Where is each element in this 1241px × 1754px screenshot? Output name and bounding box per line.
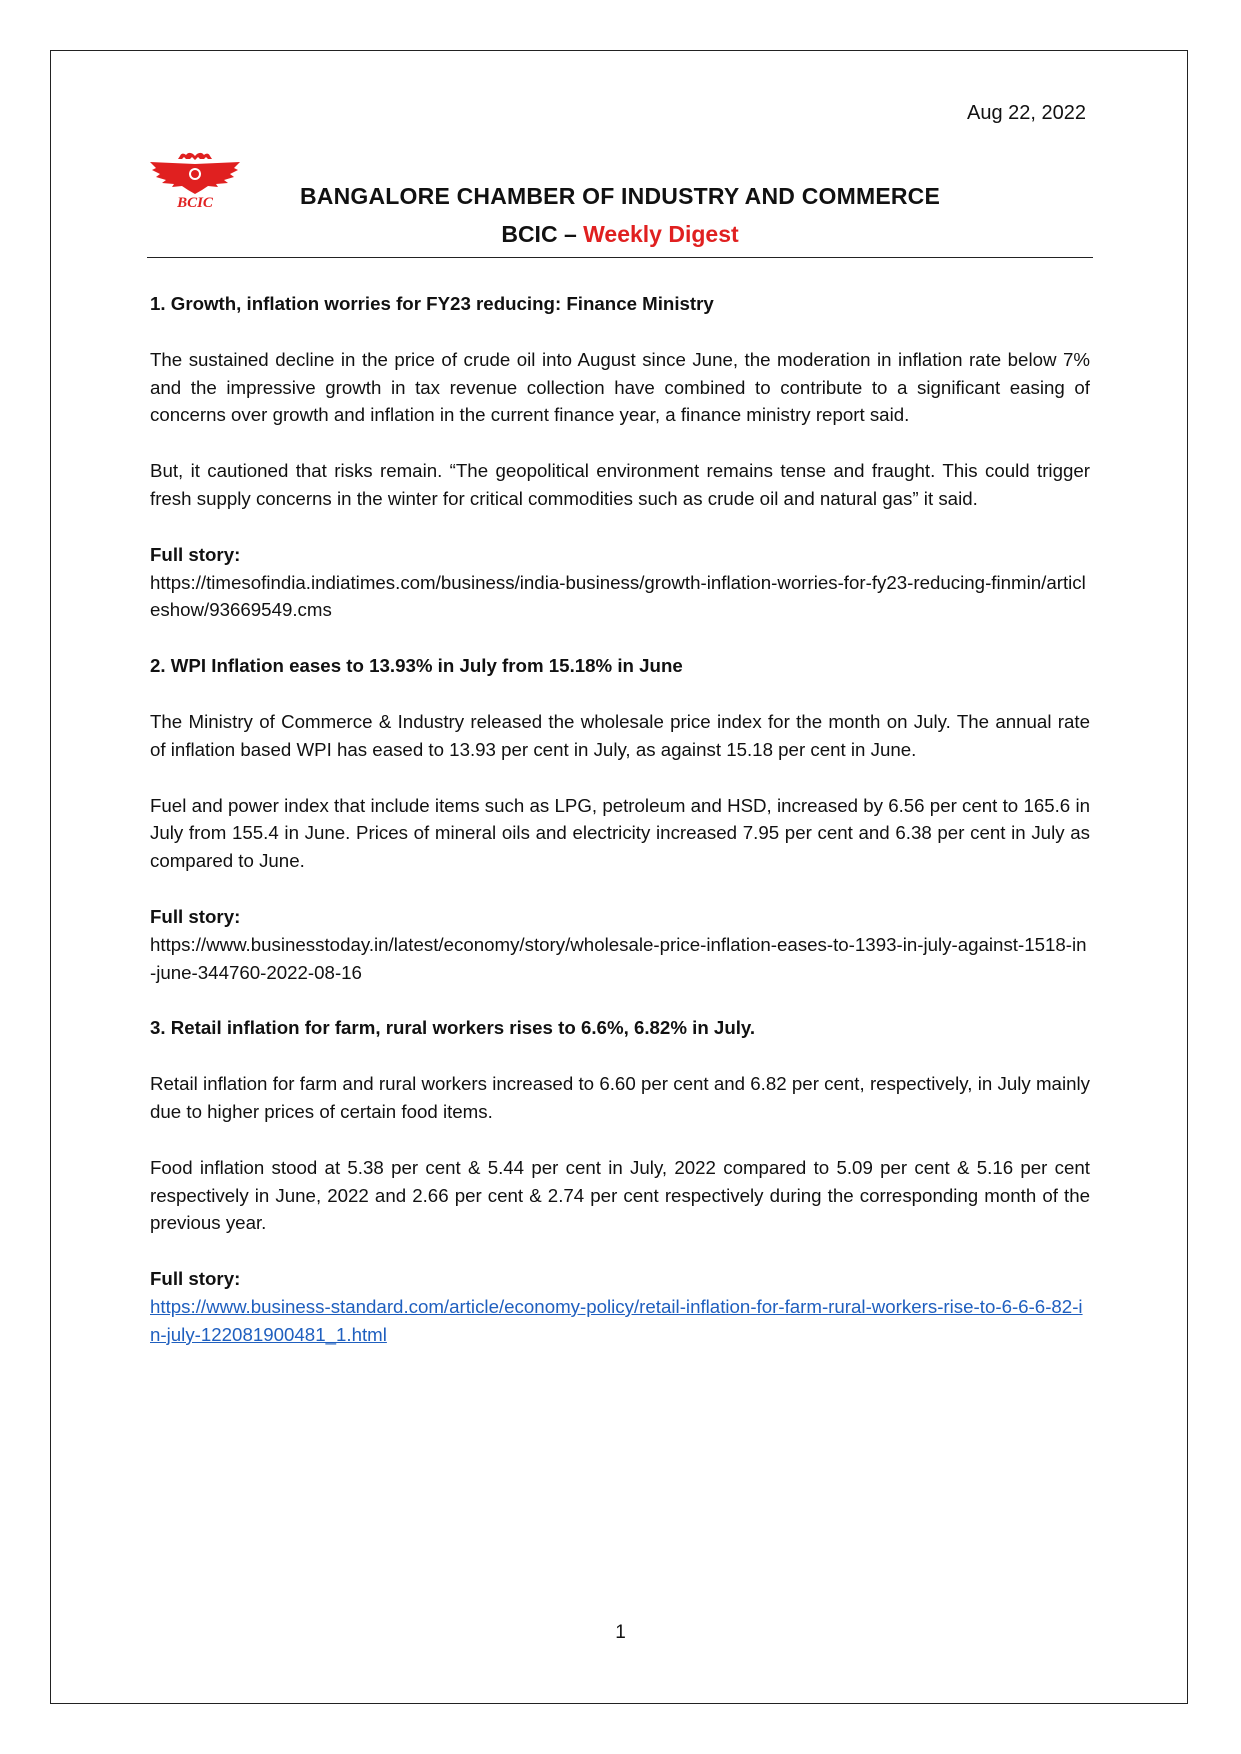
- full-story-label: Full story:: [150, 1268, 241, 1290]
- story-paragraph: The Ministry of Commerce & Industry released the wholesale price index for the month on July. The annual rate of inflation based WPI has eased to 13.93 per cent in July, as against 15.18 per cent in June.: [150, 710, 1090, 760]
- digest-title: [200, 221, 1040, 248]
- digest-accent: Weekly Digest: [583, 221, 739, 247]
- full-story: [150, 541, 1090, 624]
- digest-prefix: BCIC –: [501, 221, 577, 247]
- story-paragraph: The sustained decline in the price of crude oil into August since June, the moderation in inflation rate below 7% and the impressive growth in tax revenue collection have combined to contribute to a significant easing of concerns over growth and inflation in the current finance year, a finance ministry report said.: [150, 348, 1090, 426]
- full-story: [150, 1265, 1090, 1348]
- document-date: Aug 22, 2022: [967, 102, 1086, 124]
- story-paragraph: Food inflation stood at 5.38 per cent & 5.44 per cent in July, 2022 compared to 5.09 per cent & 5.16 per cent respectively in June, 2022 and 2.66 per cent & 2.74 per cent respectively during the corresponding month of the previous year.: [150, 1156, 1090, 1234]
- digest-content: [150, 290, 1090, 1377]
- full-story-link[interactable]: https://timesofindia.indiatimes.com/business/india-business/growth-inflation-worries-for-fy23-reducing-finmin/articleshow/93669549.cms: [150, 571, 1086, 621]
- story-heading: 2. WPI Inflation eases to 13.93% in July from 15.18% in June: [150, 655, 683, 677]
- svg-text:BCIC: BCIC: [177, 195, 213, 210]
- full-story-label: Full story:: [150, 543, 241, 565]
- story-2: [150, 652, 1090, 986]
- story-1: [150, 290, 1090, 624]
- full-story-link[interactable]: https://www.business-standard.com/article/economy-policy/retail-inflation-for-farm-rural-workers-rise-to-6-6-6-82-in-july-122081900481_1.html: [150, 1295, 1083, 1345]
- story-heading: 3. Retail inflation for farm, rural workers rises to 6.6%, 6.82% in July.: [150, 1017, 756, 1039]
- organization-title: BANGALORE CHAMBER OF INDUSTRY AND COMMERCE: [299, 183, 941, 209]
- full-story: [150, 903, 1090, 986]
- story-3: [150, 1014, 1090, 1348]
- page-number: 1: [615, 1622, 626, 1643]
- full-story-link[interactable]: https://www.businesstoday.in/latest/economy/story/wholesale-price-inflation-eases-to-1393-in-july-against-1518-in-june-344760-2022-08-16: [150, 933, 1087, 983]
- full-story-label: Full story:: [150, 905, 241, 927]
- story-heading: 1. Growth, inflation worries for FY23 reducing: Finance Ministry: [150, 293, 714, 314]
- header-divider: [147, 257, 1093, 258]
- story-paragraph: But, it cautioned that risks remain. “The geopolitical environment remains tense and fraught. This could trigger fresh supply concerns in the winter for critical commodities such as crude oil and natural gas” it said.: [150, 460, 1090, 509]
- story-paragraph: Retail inflation for farm and rural workers increased to 6.60 per cent and 6.82 per cent, respectively, in July mainly due to higher prices of certain food items.: [150, 1073, 1090, 1122]
- story-paragraph: Fuel and power index that include items such as LPG, petroleum and HSD, increased by 6.56 per cent to 165.6 in July from 155.4 in June. Prices of mineral oils and electricity increased 7.95 per cent and 6.38 per cent in July as compared to June.: [150, 794, 1090, 872]
